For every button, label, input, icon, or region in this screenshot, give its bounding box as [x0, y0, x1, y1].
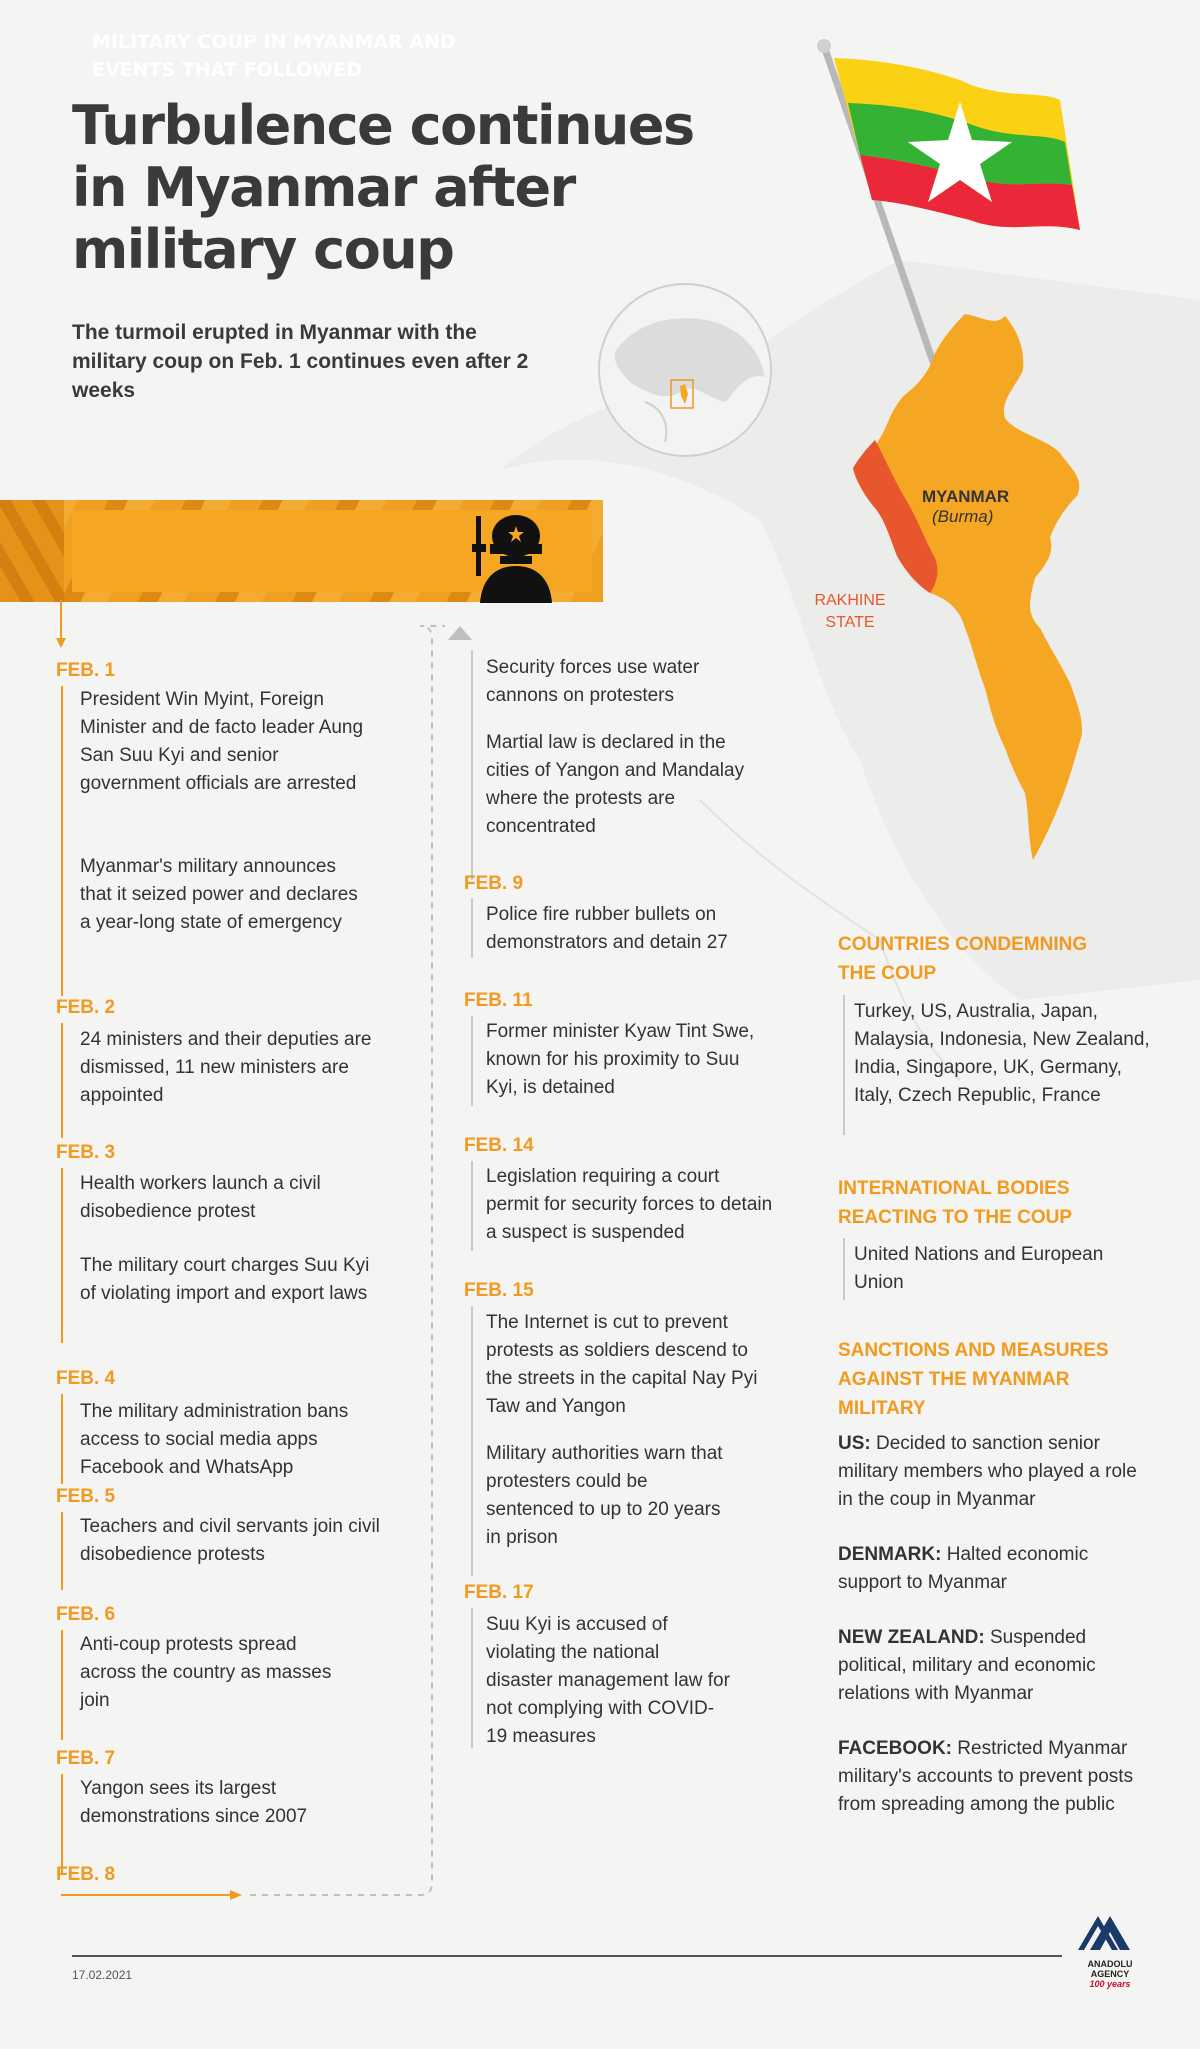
condemning-heading: COUNTRIES CONDEMNING THE COUP — [838, 934, 1088, 984]
sanction-item-facebook — [838, 1735, 1148, 1819]
event-text: Martial law is declared in the cities of Yangon and Mandalay where the protests are concentrated — [486, 732, 745, 837]
date-label: FEB. 11 — [464, 990, 533, 1011]
sanction-party: FACEBOOK: — [838, 1738, 952, 1759]
banner-title: MILITARY COUP IN MYANMAR AND EVENTS THAT FOLLOWED — [92, 31, 456, 81]
event-text: Former minister Kyaw Tint Swe, known for his proximity to Suu Kyi, is detained — [486, 1021, 755, 1098]
footer-date: 17.02.2021 — [72, 1968, 133, 1982]
bodies-text: United Nations and European Union — [854, 1244, 1104, 1293]
date-label: FEB. 7 — [56, 1748, 116, 1769]
event-text: Myanmar's military announces that it seized power and declares a year-long state of emergency — [80, 856, 358, 933]
map-label-rakhine: RAKHINE STATE — [814, 592, 886, 631]
date-label: FEB. 8 — [56, 1864, 116, 1885]
anadolu-logo-icon — [1070, 1912, 1150, 1954]
sanction-measure: Halted economic support to Myanmar — [838, 1544, 1089, 1593]
date-label: FEB. 2 — [56, 997, 116, 1018]
date-label: FEB. 14 — [464, 1135, 534, 1156]
date-label: FEB. 15 — [464, 1280, 534, 1301]
event-text: Health workers launch a civil disobedience protest — [80, 1173, 321, 1222]
page-subtitle: The turmoil erupted in Myanmar with the military coup on Feb. 1 continues even after 2 weeks — [72, 321, 529, 402]
page-title: Turbulence continues in Myanmar after military coup — [72, 94, 694, 281]
date-label: FEB. 6 — [56, 1604, 116, 1625]
sanction-measure: Restricted Myanmar military's accounts to prevent posts from spreading among the public — [838, 1738, 1134, 1815]
footer-divider — [72, 1955, 1062, 1957]
logo-name: ANADOLU AGENCY — [1087, 1959, 1133, 1979]
date-label: FEB. 1 — [56, 660, 116, 681]
sanction-party: NEW ZEALAND: — [838, 1627, 985, 1648]
sanctions-heading: SANCTIONS AND MEASURES AGAINST THE MYANMAR MILITARY — [838, 1340, 1109, 1419]
event-text: Teachers and civil servants join civil disobedience protests — [80, 1516, 380, 1565]
myanmar-map — [845, 308, 1100, 868]
event-text: President Win Myint, Foreign Minister and de facto leader Aung San Suu Kyi and senior government officials are arrested — [80, 689, 364, 794]
map-label-myanmar: MYANMAR — [922, 487, 1010, 506]
event-text: Military authorities warn that protesters could be sentenced to up to 20 years in prison — [486, 1443, 723, 1548]
date-label: FEB. 4 — [56, 1368, 116, 1389]
condemning-text: Turkey, US, Australia, Japan, Malaysia, Indonesia, New Zealand, India, Singapore, UK, Germany, Italy, Czech Republic, France — [854, 1001, 1150, 1106]
event-text: 24 ministers and their deputies are dismissed, 11 new ministers are appointed — [80, 1029, 372, 1106]
globe-icon — [585, 282, 795, 462]
sanction-party: DENMARK: — [838, 1544, 942, 1565]
anadolu-logo — [1070, 1912, 1150, 1989]
date-label: FEB. 9 — [464, 873, 524, 894]
event-text: Security forces use water cannons on protesters — [486, 657, 700, 706]
date-label: FEB. 17 — [464, 1582, 534, 1603]
map-label-burma: (Burma) — [932, 507, 994, 526]
sanction-measure: Decided to sanction senior military members who played a role in the coup in Myanmar — [838, 1433, 1137, 1510]
sanction-party: US: — [838, 1433, 871, 1454]
sanction-item-denmark — [838, 1541, 1148, 1597]
event-text: Yangon sees its largest demonstrations since 2007 — [80, 1778, 308, 1827]
event-text: Suu Kyi is accused of violating the national disaster management law for not complying with COVID-19 measures — [486, 1614, 730, 1747]
sanction-item-us — [838, 1430, 1148, 1514]
bodies-heading: INTERNATIONAL BODIES REACTING TO THE COUP — [838, 1178, 1072, 1228]
event-text: The military administration bans access to social media apps Facebook and WhatsApp — [80, 1401, 349, 1478]
event-text: Police fire rubber bullets on demonstrators and detain 27 — [486, 904, 728, 953]
date-label: FEB. 5 — [56, 1486, 116, 1507]
sanction-item-new-zealand — [838, 1624, 1148, 1708]
event-text: Anti-coup protests spread across the country as masses join — [80, 1634, 332, 1711]
event-text: The military court charges Suu Kyi of violating import and export laws — [80, 1255, 370, 1304]
date-label: FEB. 3 — [56, 1142, 116, 1163]
event-text: The Internet is cut to prevent protests as soldiers descend to the streets in the capital Nay Pyi Taw and Yangon — [486, 1312, 758, 1417]
sanction-measure: Suspended political, military and economic relations with Myanmar — [838, 1627, 1096, 1704]
logo-years: 100 years — [1089, 1979, 1131, 1989]
event-text: Legislation requiring a court permit for security forces to detain a suspect is suspended — [486, 1166, 773, 1243]
